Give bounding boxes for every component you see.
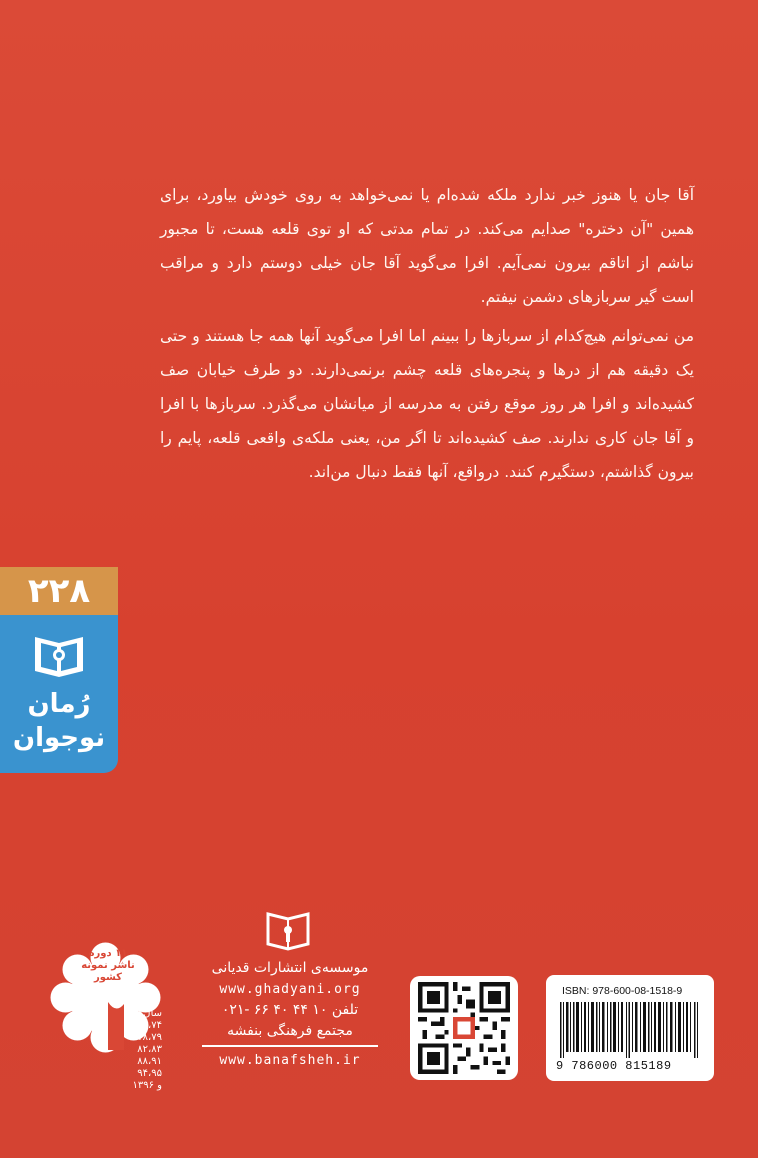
series-title-line2: نوجوان <box>12 723 106 753</box>
publisher-divider <box>202 1045 378 1047</box>
back-cover-blurb <box>160 178 694 489</box>
series-title-line1: رُمان <box>27 689 91 719</box>
badge-years-line: ۷۲،۷۴ <box>137 1020 162 1031</box>
barcode-digits: 9 786000 815189 <box>556 1059 672 1073</box>
badge-line-3: کشور <box>93 972 123 983</box>
badge-line-1: ۱۱ دوره <box>88 948 128 959</box>
imprint-name: مجتمع فرهنگی بنفشه <box>227 1023 353 1039</box>
isbn-barcode-box <box>546 975 714 1081</box>
qr-code-icon <box>418 982 510 1074</box>
blurb-paragraph-2: من نمی‌توانم هیچ‌کدام از سربازها را ببینم اما افرا می‌گوید آنها همه جا هستند و حتی یک دقیقه هم از درها و پنجره‌های قلعه چشم برنمی‌دارند. دو طرف خیابان صف کشیده‌اند و افرا هر روز موقع رفتن به مدرسه از میانشان می‌گذرد. سربازها با افرا و آقا جان کاری ندارند. صف کشیده‌اند تا اگر من، یعنی ملکه‌ی واقعی قلعه، پایم را بیرون گذاشتم، دستگیرم کنند. درواقع، آنها فقط دنبال من‌اند. <box>160 327 694 481</box>
publisher-phone: تلفن ۱۰ ۴۴ ۴۰ ۶۶ -۰۲۱ <box>221 1002 359 1018</box>
badge-line-2: ناشر نمونه <box>81 960 135 971</box>
series-title <box>0 687 118 755</box>
qr-code <box>410 976 518 1080</box>
blurb-paragraph-1: آقا جان یا هنوز خبر ندارد ملکه شده‌ام یا نمی‌خواهد به روی خودش بیاورد، برای همین "آن دختره" صدایم می‌کند. در تمام مدتی که او توی قلعه هست، تا مجبور نباشم از اتاقم بیرون نمی‌آیم. افرا می‌گوید آقا جان خیلی دوستم دارد و مراقب است گیر سربازهای دشمن نیفتم. <box>160 186 694 306</box>
series-number: ۲۲۸ <box>0 567 118 615</box>
imprint-website: www.banafsheh.ir <box>219 1053 361 1068</box>
series-tab <box>0 615 118 773</box>
publisher-logo-icon <box>265 910 311 952</box>
publisher-info <box>198 958 382 1071</box>
badge-text <box>58 940 158 984</box>
badge-years <box>112 1008 162 1092</box>
badge-years-line: ۹۴،۹۵ <box>137 1068 162 1079</box>
isbn-label: ISBN: 978-600-08-1518-9 <box>562 985 683 997</box>
badge-years-line: ۸۲،۸۳ <box>137 1044 162 1055</box>
publisher-name: موسسه‌ی انتشارات قدیانی <box>211 960 369 976</box>
book-logo-icon <box>32 633 86 681</box>
badge-years-line: سال‌های <box>127 1008 162 1019</box>
badge-years-line: و ۱۳۹۶ <box>132 1080 162 1091</box>
barcode-icon <box>560 1002 700 1058</box>
badge-years-line: ۷۸،۷۹ <box>137 1032 162 1043</box>
publisher-website: www.ghadyani.org <box>219 982 361 997</box>
badge-years-line: ۸۸،۹۱ <box>137 1056 162 1067</box>
